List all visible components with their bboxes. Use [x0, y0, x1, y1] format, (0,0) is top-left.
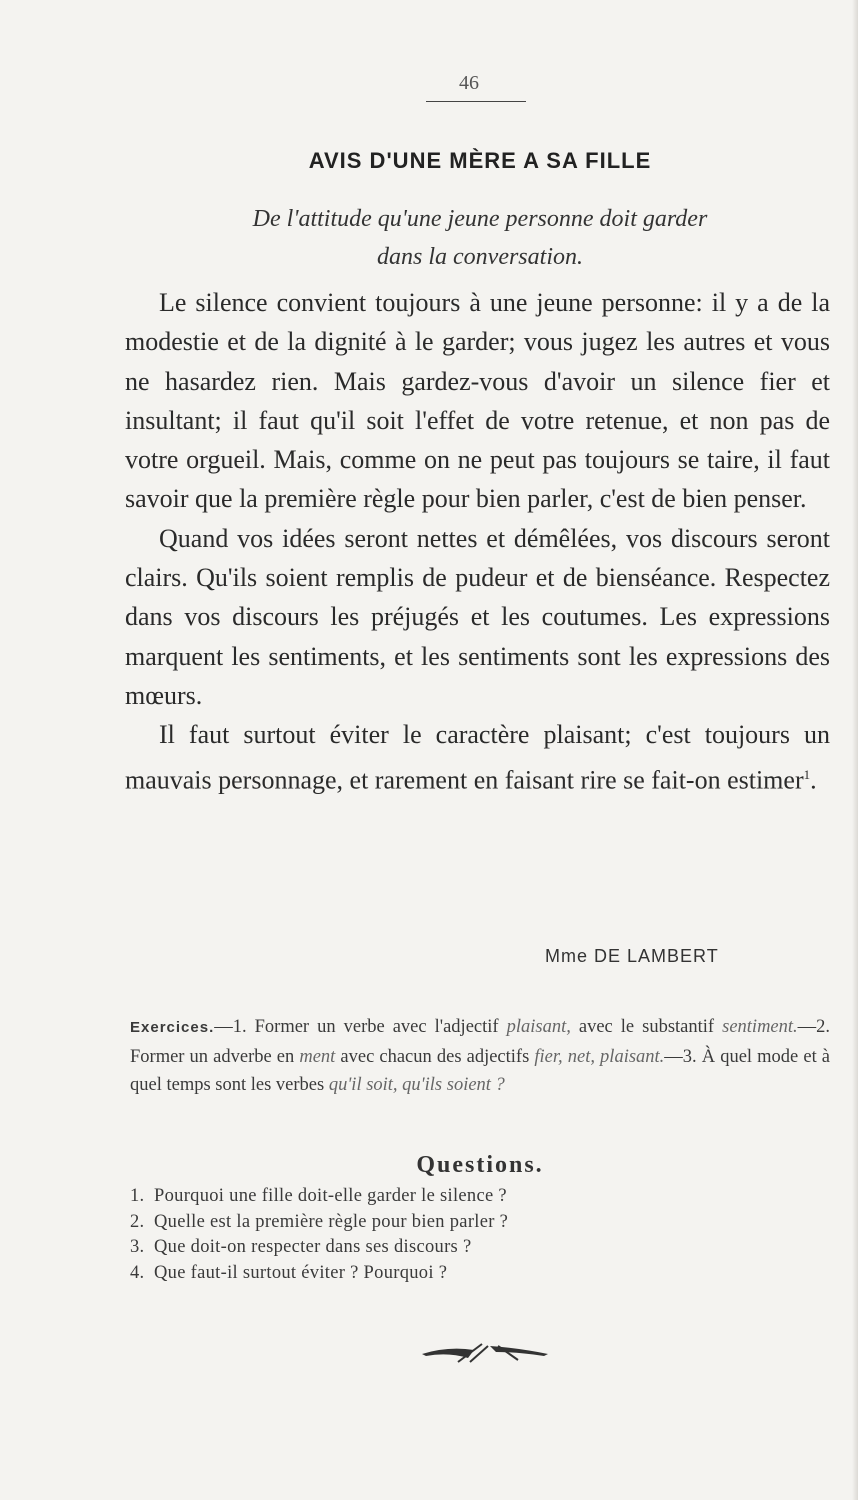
exercise-word-1: plaisant,	[506, 1017, 571, 1037]
question-number: 2.	[130, 1211, 145, 1232]
page-number-rule	[426, 101, 526, 102]
question-item	[130, 1235, 750, 1261]
chapter-title: AVIS D'UNE MÈRE A SA FILLE	[308, 148, 652, 173]
exercise-word-5: qu'il soit, qu'ils soient ?	[328, 1075, 505, 1095]
question-number: 1.	[130, 1186, 145, 1206]
question-text: Pourquoi une fille doit-elle garder le silence ?	[154, 1186, 507, 1206]
exercise-text-2: avec le substantif	[578, 1017, 715, 1037]
end-ornament-icon	[418, 1338, 552, 1366]
question-item	[130, 1261, 750, 1287]
questions-list	[130, 1184, 750, 1286]
exercise-text-5: —3. À quel mode et à quel temps sont les verbes	[130, 1046, 831, 1095]
question-item	[130, 1210, 750, 1236]
paragraph-1: Le silence convient toujours à une jeune personne: il y a de la modestie et de la dignité à le garder; vous jugez les autres et vous ne hasardez rien. Mais gardez-vous d'avoir un silence fier et insultant; il faut qu'il soit l'effet de votre retenue, et non pas de votre orgueil. Mais, comme on ne peut pas toujours se taire, il faut savoir que la première règle pour bien parler, c'est de bien penser.	[125, 288, 830, 514]
exercises-label: Exercices.	[130, 1019, 215, 1036]
exercise-word-3: ment	[299, 1046, 336, 1067]
exercise-text-1: —1. Former un verbe avec l'adjectif	[214, 1017, 499, 1037]
paragraph-2: Quand vos idées seront nettes et démêlées, vos discours seront clairs. Qu'ils soient remplis de pudeur et de bienséance. Respectez dans vos discours les préjugés et les coutumes. Les expressions marquent les sentiments, et les sentiments sont les expressions des mœurs.	[125, 523, 830, 710]
question-text: Que doit-on respecter dans ses discours ?	[154, 1237, 472, 1257]
exercise-text-4: avec chacun des adjectifs	[340, 1046, 530, 1067]
question-text: Quelle est la première règle pour bien parler ?	[154, 1211, 509, 1232]
body-text	[125, 283, 830, 800]
author-signature: Mme DE LAMBERT	[545, 946, 719, 966]
questions-heading: Questions.	[416, 1152, 544, 1178]
question-text: Que faut-il surtout éviter ? Pourquoi ?	[154, 1262, 448, 1283]
exercise-word-4: fier, net, plaisant.	[534, 1046, 665, 1067]
question-number: 3.	[130, 1237, 145, 1257]
exercises-block	[130, 1013, 830, 1100]
subtitle-line-1: De l'attitude qu'une jeune personne doit garder	[252, 206, 708, 232]
exercise-text-3: —2. Former un adverbe en	[130, 1017, 831, 1067]
paragraph-3-text: Il faut surtout éviter le caractère plaisant; c'est toujours un mauvais personnage, et rarement en faisant rire se fait-on estimer	[125, 720, 830, 795]
page-number: 46	[459, 72, 479, 94]
chapter-subtitle	[130, 200, 830, 276]
question-number: 4.	[130, 1262, 145, 1283]
exercise-word-2: sentiment.	[722, 1017, 798, 1037]
paragraph-3: Il faut surtout éviter le caractère plaisant; c'est toujours un mauvais personnage, et rarement en faisant rire se fait-on estimer$^1$.	[125, 720, 830, 795]
question-item	[130, 1184, 750, 1210]
footnote-mark: 1	[803, 766, 811, 782]
subtitle-line-2: dans la conversation.	[377, 244, 583, 270]
page-edge-shadow	[852, 0, 858, 1500]
